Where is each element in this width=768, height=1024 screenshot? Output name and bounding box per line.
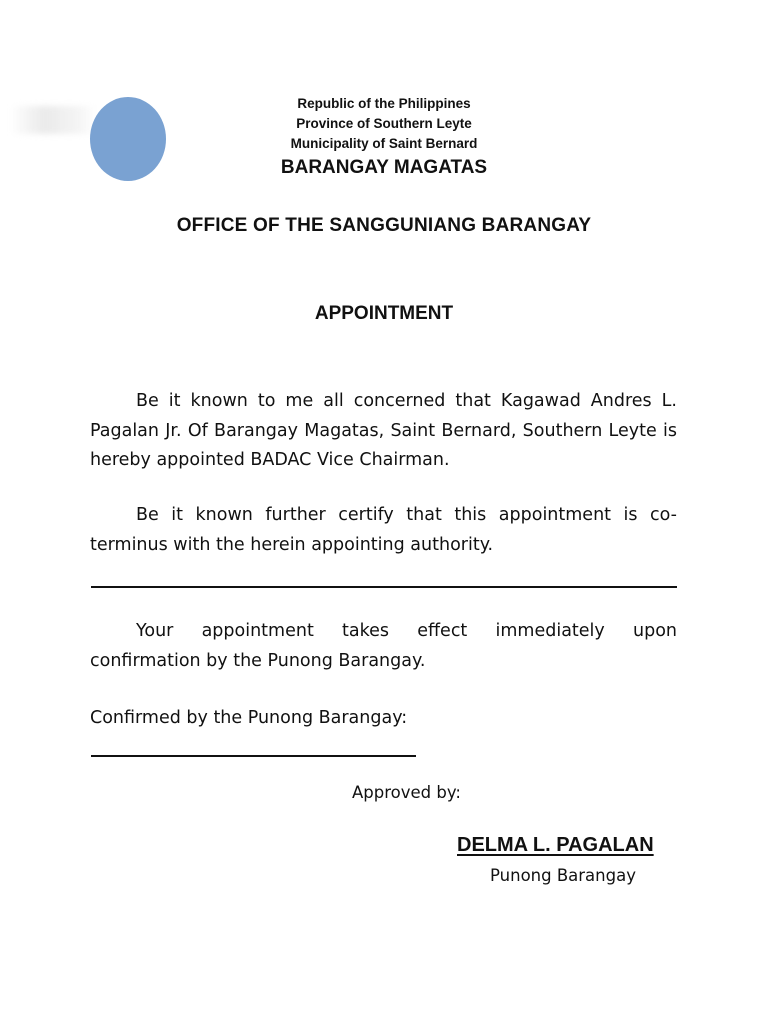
body-paragraph-3: Your appointment takes effect immediately upon confirmation by the Punong Barangay. xyxy=(90,621,677,671)
body-paragraph-1: Be it known to me all concerned that Kagawad Andres L. Pagalan Jr. Of Barangay Magatas, Saint Bernard, Southern Leyte is hereby appointed BADAC Vice Chairman. xyxy=(90,391,677,470)
header-country: Republic of the Philippines xyxy=(297,96,471,111)
approved-by-label: Approved by: xyxy=(352,783,461,802)
header-barangay: BARANGAY MAGATAS xyxy=(280,157,488,178)
horizontal-rule xyxy=(91,586,677,588)
header-province: Province of Southern Leyte xyxy=(296,116,472,131)
signatory-position: Punong Barangay xyxy=(490,866,636,885)
document-title: APPOINTMENT xyxy=(314,303,454,324)
confirmed-by-label: Confirmed by the Punong Barangay: xyxy=(90,708,408,728)
barangay-seal xyxy=(90,97,166,181)
confirmation-signature-line xyxy=(91,755,416,757)
office-title: OFFICE OF THE SANGGUNIANG BARANGAY xyxy=(176,215,592,236)
header-municipality: Municipality of Saint Bernard xyxy=(290,136,478,151)
scan-smudge xyxy=(10,106,96,134)
signatory-name: DELMA L. PAGALAN xyxy=(457,834,654,856)
body-paragraph-2: Be it known further certify that this appointment is co-terminus with the herein appointing authority. xyxy=(90,505,677,555)
